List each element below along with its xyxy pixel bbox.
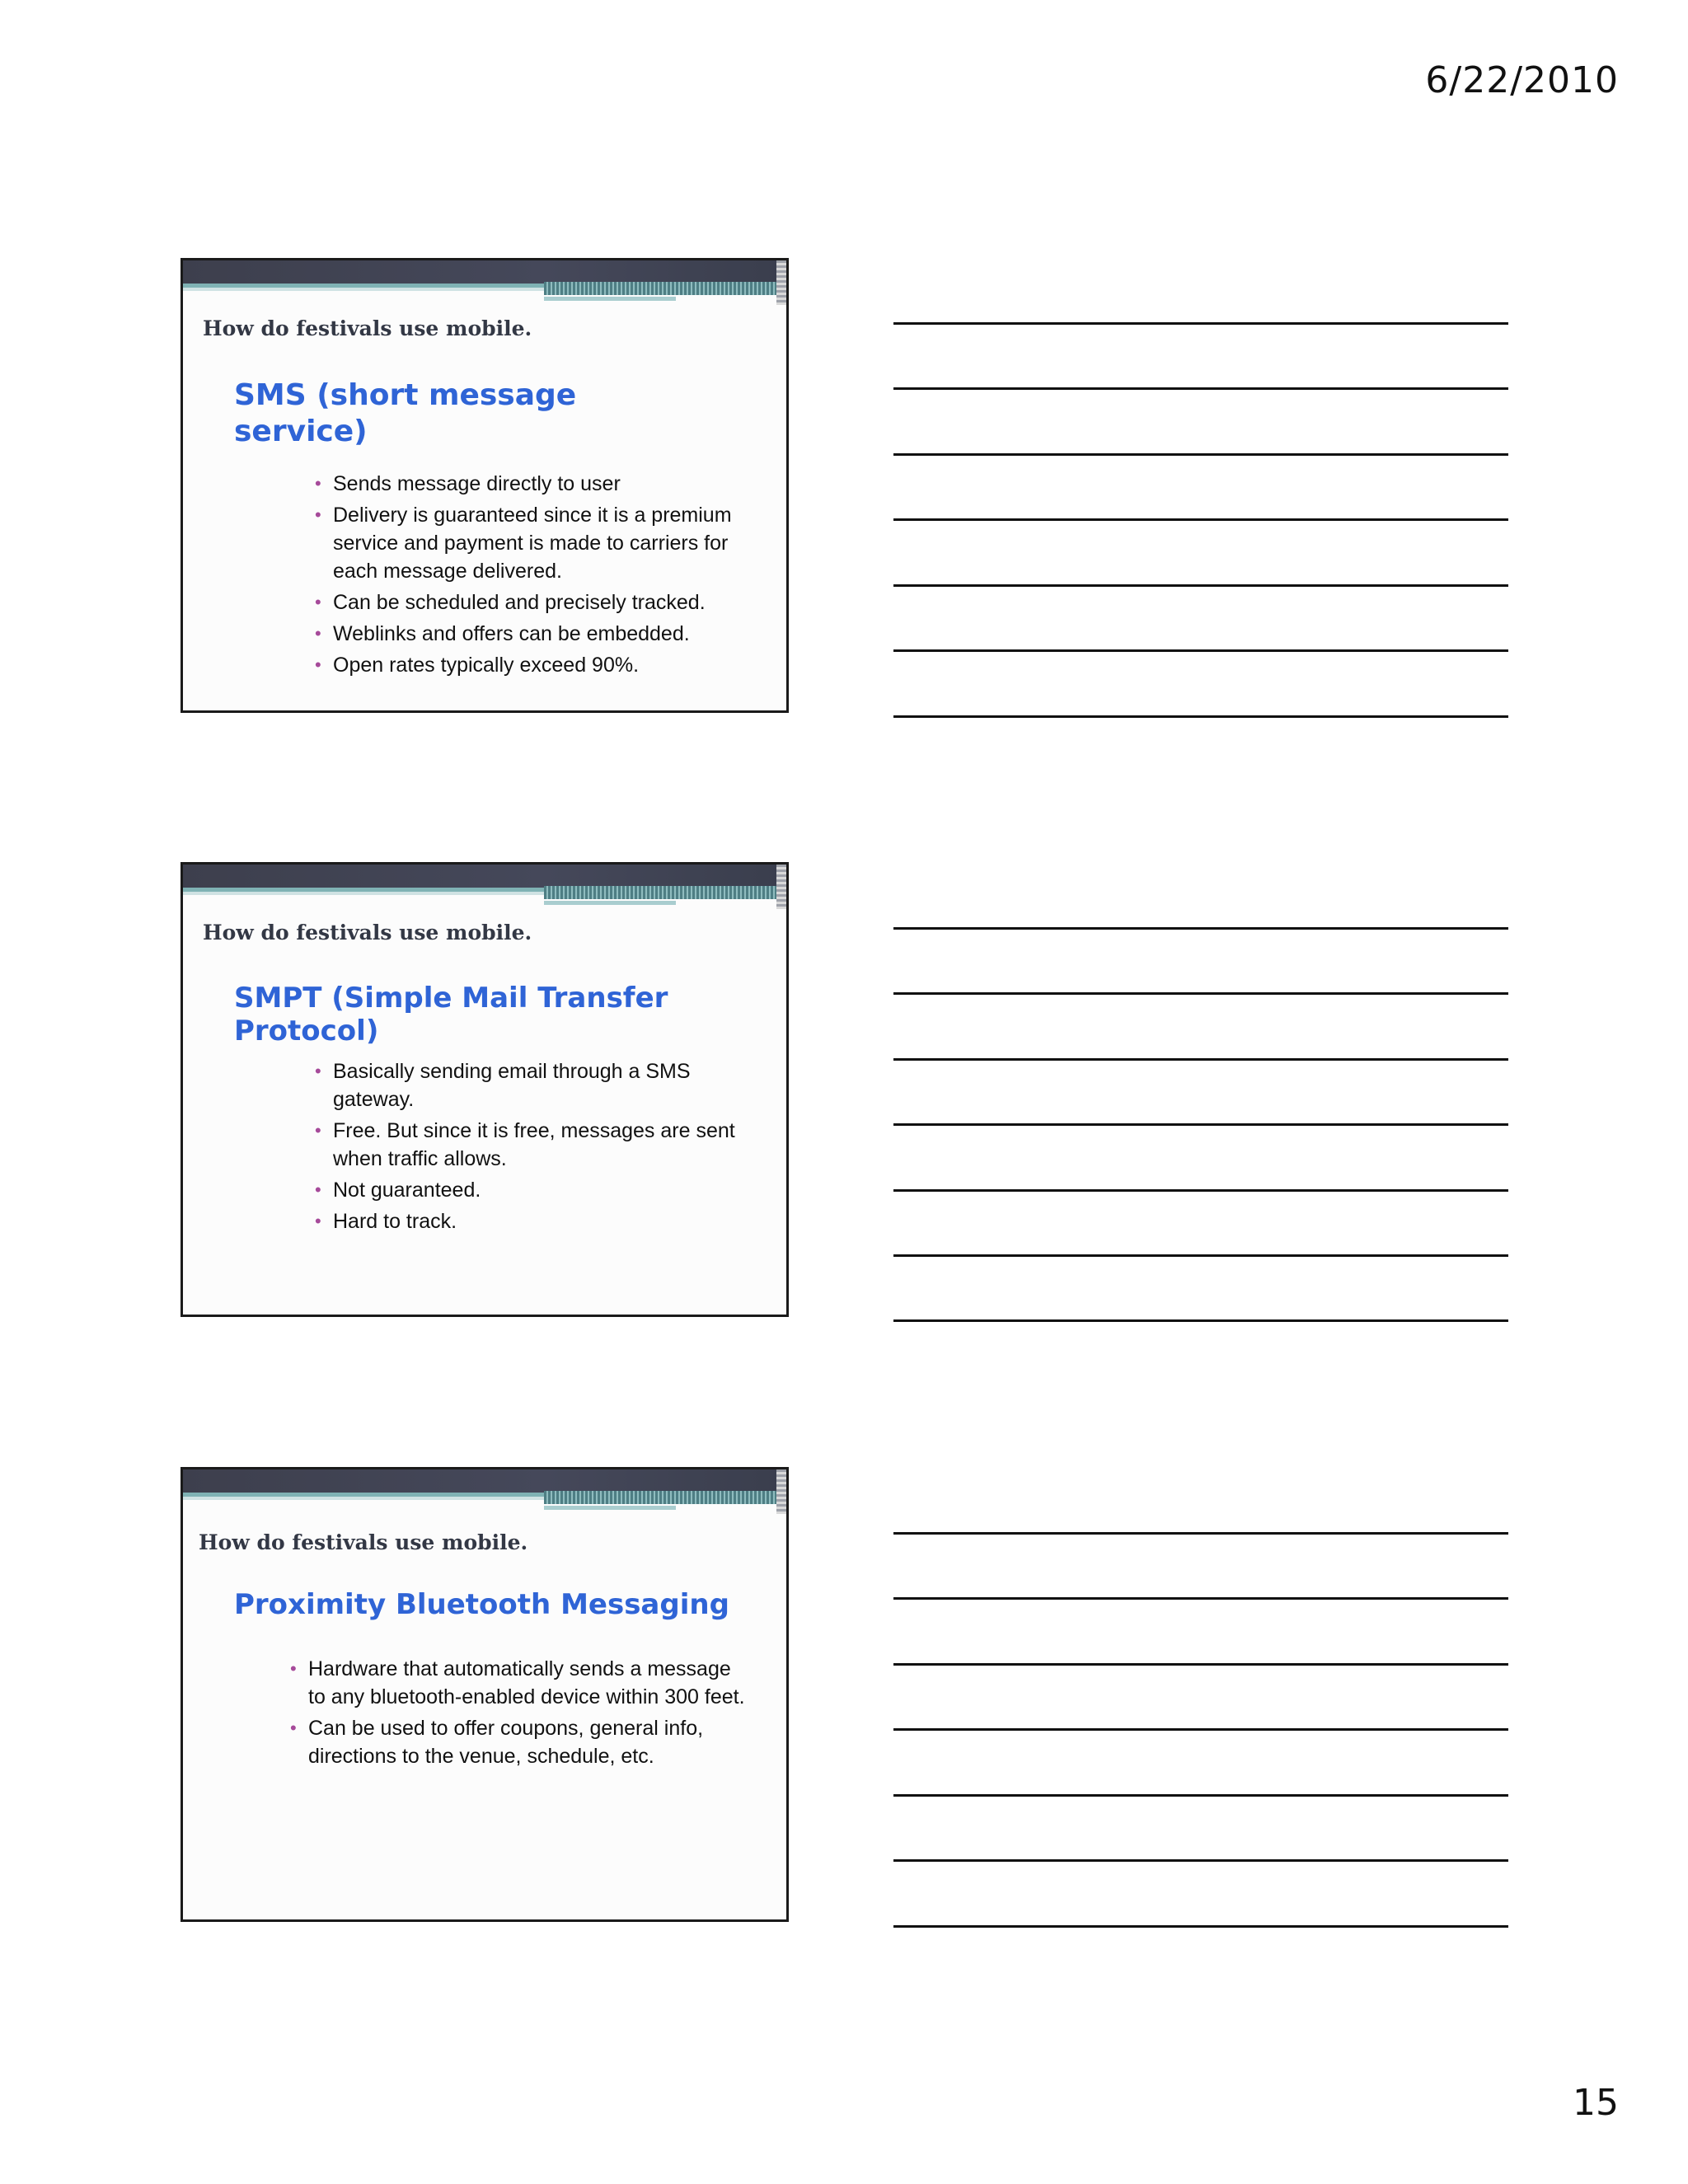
note-line: [893, 992, 1508, 995]
slide-thumbnail-1: [181, 258, 789, 713]
bullet-item: • Hardware that automatically sends a message to any bluetooth-enabled device within 300 feet.: [290, 1655, 752, 1711]
note-line: [893, 1859, 1508, 1862]
note-line: [893, 453, 1508, 456]
bullet-dot-icon: •: [315, 1179, 321, 1200]
slide-title: SMPT (Simple Mail Transfer Protocol): [234, 982, 668, 1047]
bullet-dot-icon: •: [290, 1718, 297, 1738]
bullet-list: [315, 470, 752, 682]
note-line: [893, 715, 1508, 718]
note-line: [893, 1663, 1508, 1666]
note-line: [893, 322, 1508, 325]
bullet-dot-icon: •: [290, 1658, 297, 1679]
slide-banner: [183, 865, 786, 909]
bullet-item: • Hard to track.: [315, 1207, 752, 1235]
bullet-item: • Free. But since it is free, messages are sent when traffic allows.: [315, 1117, 752, 1173]
note-line: [893, 1319, 1508, 1322]
slide-banner: [183, 260, 786, 305]
bullet-dot-icon: •: [315, 1120, 321, 1141]
bullet-dot-icon: •: [315, 592, 321, 612]
slide-banner: [183, 1469, 786, 1514]
bullet-dot-icon: •: [315, 473, 321, 494]
note-line: [893, 1925, 1508, 1928]
bullet-list: [315, 1057, 752, 1239]
slide-title: Proximity Bluetooth Messaging: [234, 1588, 729, 1621]
note-line: [893, 1728, 1508, 1731]
bullet-dot-icon: •: [315, 623, 321, 644]
note-line: [893, 1794, 1508, 1797]
slide-kicker: How do festivals use mobile.: [203, 316, 532, 340]
note-line: [893, 1058, 1508, 1061]
bullet-item: • Sends message directly to user: [315, 470, 752, 498]
note-line: [893, 1532, 1508, 1535]
bullet-item: • Can be scheduled and precisely tracked.: [315, 588, 752, 616]
note-line: [893, 518, 1508, 521]
slide-title: SMS (short message service): [234, 378, 577, 448]
note-line: [893, 1189, 1508, 1192]
bullet-item: • Weblinks and offers can be embedded.: [315, 620, 752, 648]
slide-kicker: How do festivals use mobile.: [199, 1530, 528, 1554]
slide-kicker: How do festivals use mobile.: [203, 921, 532, 944]
bullet-item: • Open rates typically exceed 90%.: [315, 651, 752, 679]
bullet-list: [290, 1655, 752, 1774]
note-line: [893, 387, 1508, 390]
bullet-item: • Can be used to offer coupons, general info, directions to the venue, schedule, etc.: [290, 1714, 752, 1770]
page-date: 6/22/2010: [1425, 59, 1619, 101]
note-line: [893, 1123, 1508, 1126]
bullet-dot-icon: •: [315, 504, 321, 525]
slide-thumbnail-3: [181, 1467, 789, 1922]
note-line: [893, 927, 1508, 930]
note-line: [893, 649, 1508, 652]
note-line: [893, 1597, 1508, 1600]
bullet-item: • Basically sending email through a SMS gateway.: [315, 1057, 752, 1113]
bullet-item: • Not guaranteed.: [315, 1176, 752, 1204]
bullet-item: • Delivery is guaranteed since it is a premium service and payment is made to carriers for each message delivered.: [315, 501, 752, 585]
bullet-dot-icon: •: [315, 654, 321, 675]
bullet-dot-icon: •: [315, 1061, 321, 1081]
page-number: 15: [1573, 2082, 1619, 2124]
note-line: [893, 584, 1508, 587]
bullet-dot-icon: •: [315, 1211, 321, 1231]
note-line: [893, 1254, 1508, 1257]
slide-thumbnail-2: [181, 862, 789, 1317]
